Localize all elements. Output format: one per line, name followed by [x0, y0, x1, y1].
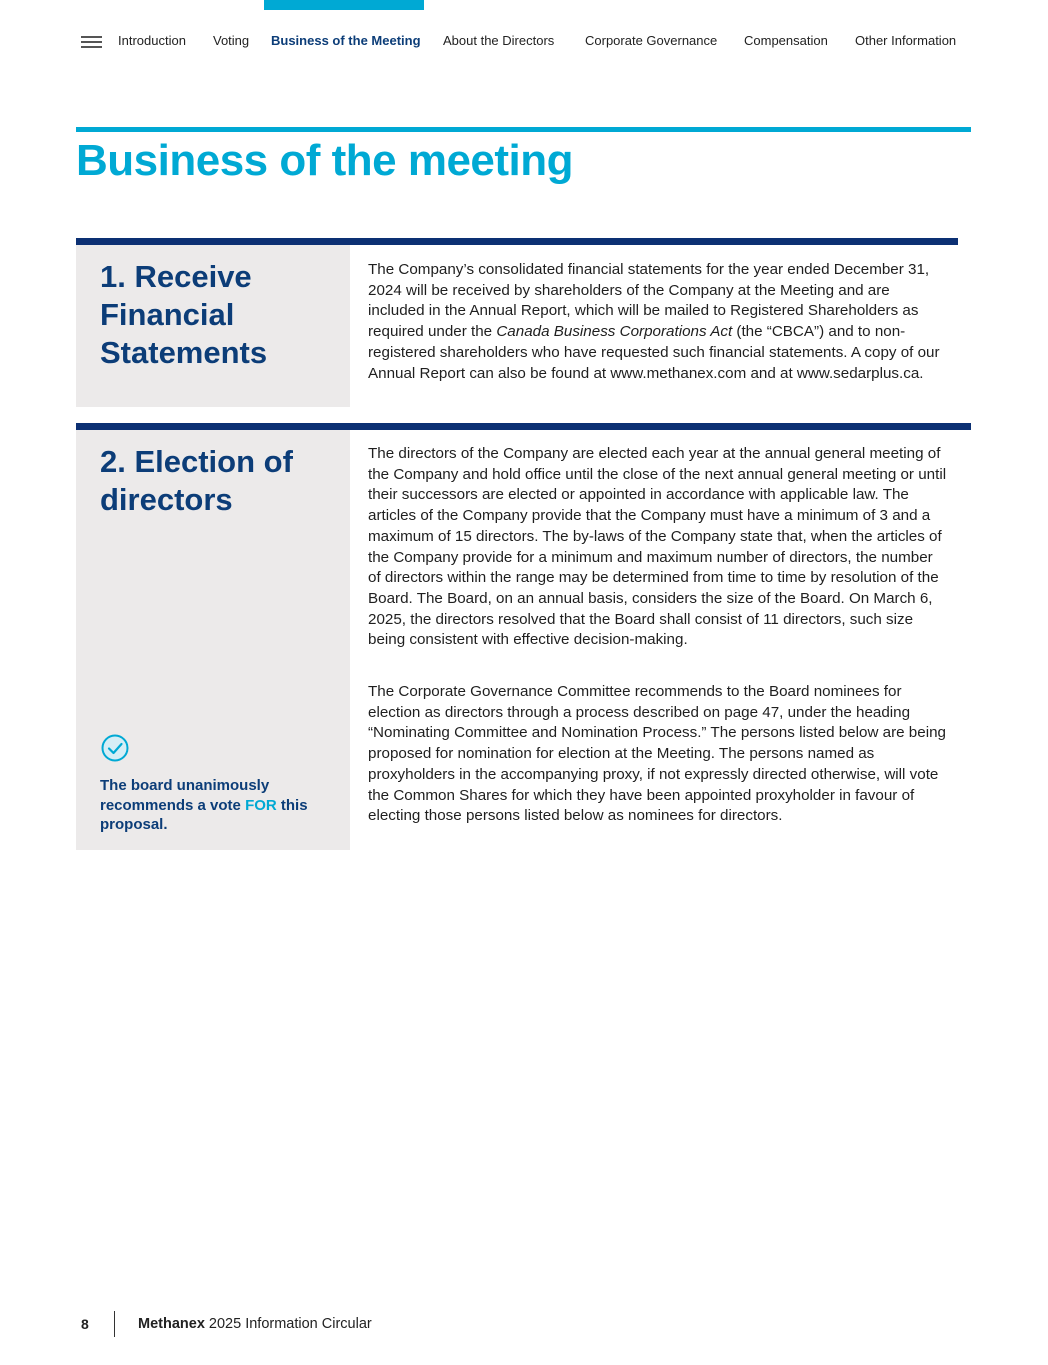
section-1-text-part: (the “CBCA”) and to non-registered shareholders who have requested such financial statements. A copy of our Annual Report can also be found at www.methanex.com and at www.sedarplus.ca. — [368, 323, 940, 382]
section-2-paragraph-2: The Corporate Governance Committee recommends to the Board nominees for election as directors through a process described on page 47, under the heading “Nominating Committee and Nomination Process.” The persons listed below are being proposed for nomination for election at the Meeting. The persons named as proxyholders in the accompanying proxy, if not expressly directed otherwise, will vote the Common Shares for which they have been appointed proxyholder in favour of electing those persons listed below as nominees for directors. — [368, 683, 946, 825]
section-1-heading: 1. Receive Financial Statements — [100, 259, 268, 370]
section-2-heading: 2. Election of directors — [100, 444, 293, 517]
nav-item-introduction[interactable]: Introduction — [118, 33, 186, 48]
nav-item-corporate-governance[interactable]: Corporate Governance — [585, 33, 718, 48]
vote-for-highlight: FOR — [245, 796, 277, 814]
recommendation-text: this proposal. — [100, 796, 308, 833]
footer-document-title — [138, 1316, 372, 1332]
section-1-text — [368, 260, 948, 384]
check-circle-icon — [101, 734, 129, 762]
nav-item-compensation[interactable]: Compensation — [744, 33, 828, 48]
section-1-text-part: The Company’s consolidated financial statements for the year ended December 31, 2024 will be received by shareholders of the Company at the Meeting and are included in the Annual Report, which will be mailed to Registered Shareholders as required under the — [368, 261, 930, 341]
page-title: Business of the meeting — [76, 136, 574, 185]
footer-doc-title: 2025 Information Circular — [208, 1316, 372, 1332]
nav-item-voting[interactable]: Voting — [213, 33, 250, 48]
footer-divider — [114, 1311, 115, 1337]
section-1-rule — [76, 238, 958, 245]
cbca-act-title: Canada Business Corporations Act — [496, 323, 733, 341]
footer-brand-name: Methanex — [138, 1316, 205, 1332]
page-number: 8 — [81, 1316, 89, 1332]
section-2-paragraph-1: The directors of the Company are elected each year at the annual general meeting of the Company and hold office until the close of the next annual general meeting or until their successors are elected or appointed in accordance with applicable law. The articles of the Company provide that the Company must have a minimum of 3 and a maximum of 15 directors. The by-laws of the Company state that, when the articles of the Company provide for a minimum and maximum number of directors, the number of directors within the range may be determined from time to time by resolution of the Board. The Board, on an annual basis, considers the size of the Board. On March 6, 2025, the directors resolved that the Board shall consist of 11 directors, such size being consistent with effective decision-making. — [368, 445, 947, 649]
title-rule — [76, 127, 971, 132]
hamburger-menu-icon[interactable] — [81, 36, 102, 49]
active-tab-indicator — [264, 0, 424, 10]
section-2-rule — [76, 423, 971, 430]
recommendation-text: The board unanimously recommends a vote — [100, 777, 270, 814]
board-recommendation — [100, 776, 320, 835]
nav-item-other-information[interactable]: Other Information — [855, 33, 957, 48]
nav-item-business-of-the-meeting[interactable]: Business of the Meeting — [271, 33, 421, 48]
nav-item-about-the-directors[interactable]: About the Directors — [443, 33, 555, 48]
